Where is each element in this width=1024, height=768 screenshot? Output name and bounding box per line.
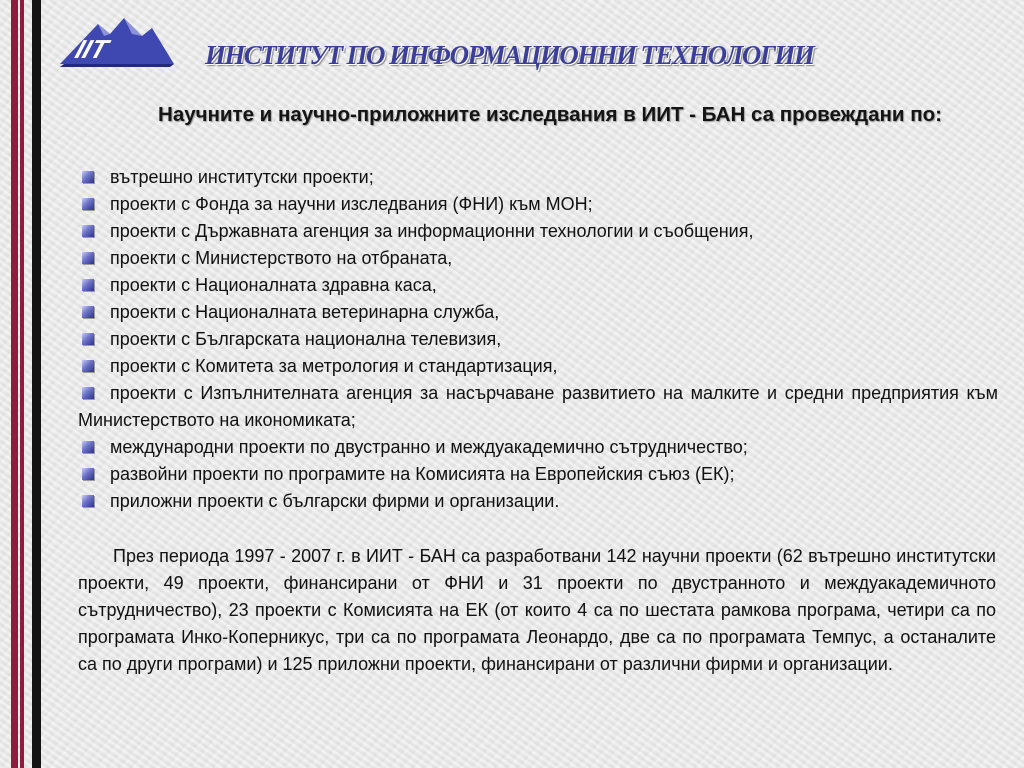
project-type-list (78, 164, 998, 515)
square-bullet-icon (82, 360, 94, 372)
list-item: проекти с Комитета за метрология и стандартизация, (78, 353, 998, 380)
list-item: проекти с Националната ветеринарна служба, (78, 299, 998, 326)
page-heading: Научните и научно-приложните изследвания в ИИТ - БАН са провеждани по: (158, 103, 942, 126)
square-bullet-icon (82, 252, 94, 264)
square-bullet-icon (82, 198, 94, 210)
left-decor-bar-black (32, 0, 41, 768)
square-bullet-icon (82, 495, 94, 507)
left-decor-bar-red (11, 0, 18, 768)
list-item: проекти с Националната здравна каса, (78, 272, 998, 299)
square-bullet-icon (82, 279, 94, 291)
iit-logo (58, 14, 176, 70)
list-item: проекти с Българската национална телевизия, (78, 326, 998, 353)
list-item: вътрешно институтски проекти; (78, 164, 998, 191)
square-bullet-icon (82, 333, 94, 345)
list-item: проекти с Изпълнителната агенция за насърчаване развитието на малките и средни предприятия към Министерството на икономиката; (78, 383, 998, 430)
list-item: развойни проекти по програмите на Комисията на Европейския съюз (ЕК); (78, 461, 998, 488)
list-item: проекти с Фонда за научни изследвания (ФНИ) към МОН; (78, 191, 998, 218)
list-item: проекти с Министерството на отбраната, (78, 245, 998, 272)
logo-text: IIT (71, 34, 112, 64)
list-item: международни проекти по двустранно и междуакадемично сътрудничество; (78, 434, 998, 461)
square-bullet-icon (82, 468, 94, 480)
summary-paragraph: През периода 1997 - 2007 г. в ИИТ - БАН са разработвани 142 научни проекти (62 вътрешно институтски проекти, 49 проекти, финансирани от ФНИ и 31 проекти по двустранното и междуакадемичното сътрудничество), 23 проекти с Комисията на ЕК (от които 4 са по шестата рамкова програма, четири са по програмата Инко-Коперникус, три са по програмата Леонардо, две са по програмата Темпус, а останалите са по други програми) и 125 приложни проекти, финансирани от различни фирми и организации. (78, 546, 996, 674)
list-item: проекти с Държавната агенция за информационни технологии и съобщения, (78, 218, 998, 245)
square-bullet-icon (82, 441, 94, 453)
list-item: приложни проекти с български фирми и организации. (78, 488, 998, 515)
left-decor-bar-red-thin (20, 0, 24, 768)
square-bullet-icon (82, 387, 94, 399)
square-bullet-icon (82, 225, 94, 237)
square-bullet-icon (82, 306, 94, 318)
square-bullet-icon (82, 171, 94, 183)
institute-name: ИНСТИТУТ ПО ИНФОРМАЦИОННИ ТЕХНОЛОГИИ (205, 40, 814, 70)
